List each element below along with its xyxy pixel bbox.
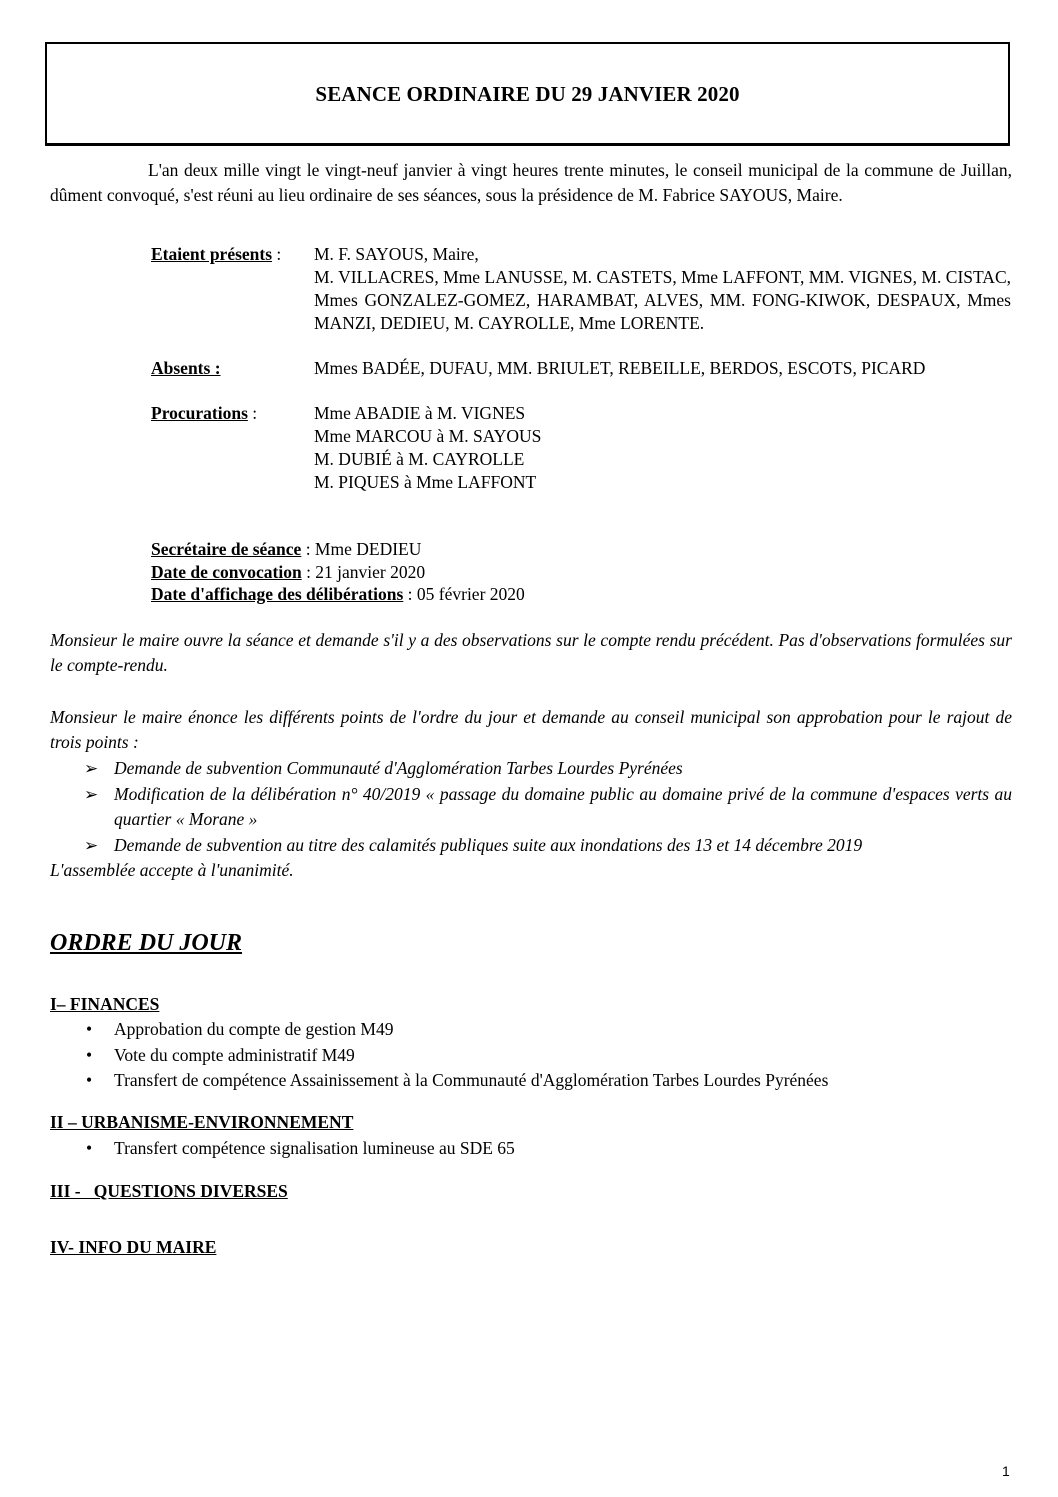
urbanisme-list	[50, 1136, 515, 1162]
list-item	[50, 1017, 828, 1043]
added-point-text: Modification de la délibération n° 40/2019 « passage du domaine public au domaine privé de la commune d'espaces verts au quartier « Morane »	[114, 783, 1012, 829]
absents-value	[314, 357, 1011, 380]
added-point	[50, 782, 1012, 833]
opening-paragraph: Monsieur le maire ouvre la séance et demande s'il y a des observations sur le compte rendu précédent. Pas d'observations formulées sur le compte-rendu.	[50, 630, 1012, 675]
added-point	[50, 833, 1012, 859]
procuration-line: Mme MARCOU à M. SAYOUS	[314, 426, 542, 446]
procurations-block	[151, 402, 1021, 494]
added-point-text: Demande de subvention Communauté d'Agglomération Tarbes Lourdes Pyrénées	[114, 758, 683, 778]
absents-line: Mmes BADÉE, DUFAU, MM. BRIULET, REBEILLE, BERDOS, ESCOTS, PICARD	[314, 358, 926, 378]
convocation-row	[151, 561, 525, 584]
absents-label-wrap	[151, 357, 221, 380]
presents-line: M. F. SAYOUS, Maire,	[314, 244, 479, 264]
page-number: 1	[1002, 1463, 1010, 1479]
absents-block	[151, 357, 1021, 380]
section-heading-info-maire: IV- INFO DU MAIRE	[50, 1237, 217, 1257]
affichage-value: : 05 février 2020	[403, 584, 525, 604]
page-title: SEANCE ORDINAIRE DU 29 JANVIER 2020	[315, 82, 740, 106]
absents-label: Absents :	[151, 358, 221, 378]
title-box	[45, 42, 1010, 146]
added-point-text: Demande de subvention au titre des calamités publiques suite aux inondations des 13 et 14 décembre 2019	[114, 834, 863, 855]
procuration-line: M. PIQUES à Mme LAFFONT	[314, 472, 537, 492]
bullet-icon: •	[86, 1070, 93, 1090]
procuration-line: M. DUBIÉ à M. CAYROLLE	[314, 449, 525, 469]
procurations-value	[314, 402, 1011, 494]
procurations-label: Procurations	[151, 403, 248, 423]
affichage-row	[151, 583, 525, 606]
bullet-icon: •	[86, 1044, 93, 1065]
acceptance-text: L'assemblée accepte à l'unanimité.	[50, 860, 294, 880]
presents-line: M. VILLACRES, Mme LANUSSE, M. CASTETS, Mme LAFFONT, MM. VIGNES, M. CISTAC, Mmes GONZALEZ-GOMEZ, HARAMBAT, ALVES, MM. FONG-KIWOK, DESPAUX, Mmes MANZI, DEDIEU, M. CAYROLLE, Mme LORENTE.	[314, 267, 1011, 333]
presents-label-wrap	[151, 243, 281, 266]
list-item-text: Transfert de compétence Assainissement à la Communauté d'Agglomération Tarbes Lourdes Pyrénées	[114, 1070, 829, 1090]
added-points-list	[50, 756, 1012, 884]
convocation-label: Date de convocation	[151, 561, 302, 582]
list-item	[50, 1136, 515, 1162]
arrow-bullet-icon: ➢	[84, 759, 99, 778]
procuration-line: Mme ABADIE à M. VIGNES	[314, 403, 526, 423]
arrow-bullet-icon: ➢	[84, 784, 99, 804]
meeting-meta	[151, 538, 525, 606]
presents-value	[314, 243, 1011, 335]
bullet-icon: •	[86, 1019, 93, 1039]
procurations-sep: :	[247, 403, 258, 423]
section-heading-urbanisme: II – URBANISME-ENVIRONNEMENT	[50, 1112, 354, 1132]
affichage-label: Date d'affichage des délibérations	[151, 584, 404, 604]
agenda-title: ORDRE DU JOUR	[50, 930, 243, 956]
procurations-label-wrap	[151, 402, 257, 425]
section-heading-finances: I– FINANCES	[50, 994, 160, 1014]
secretaire-value: : Mme DEDIEU	[301, 539, 422, 559]
arrow-bullet-icon: ➢	[84, 835, 99, 855]
added-point	[50, 756, 1012, 782]
bullet-icon: •	[86, 1138, 93, 1158]
list-item-text: Approbation du compte de gestion M49	[114, 1019, 394, 1039]
presents-block	[151, 243, 1021, 335]
list-item	[50, 1043, 828, 1069]
list-item	[50, 1068, 828, 1094]
agenda-intro-paragraph: Monsieur le maire énonce les différents points de l'ordre du jour et demande au conseil municipal son approbation pour le rajout de trois points :	[50, 707, 1012, 752]
finances-list	[50, 1017, 828, 1094]
intro-paragraph: L'an deux mille vingt le vingt-neuf janvier à vingt heures trente minutes, le conseil municipal de la commune de Juillan, dûment convoqué, s'est réuni au lieu ordinaire de ses séances, sous la présidence de M. Fabrice SAYOUS, Maire.	[50, 160, 1012, 205]
section-heading-questions: III - QUESTIONS DIVERSES	[50, 1181, 288, 1201]
convocation-value: : 21 janvier 2020	[301, 561, 426, 582]
secretaire-label: Secrétaire de séance	[151, 539, 302, 559]
presents-label: Etaient présents	[151, 244, 273, 264]
presents-sep: :	[272, 244, 282, 264]
list-item-text: Transfert compétence signalisation lumineuse au SDE 65	[114, 1138, 515, 1158]
list-item-text: Vote du compte administratif M49	[114, 1044, 355, 1065]
secretaire-row	[151, 538, 525, 561]
